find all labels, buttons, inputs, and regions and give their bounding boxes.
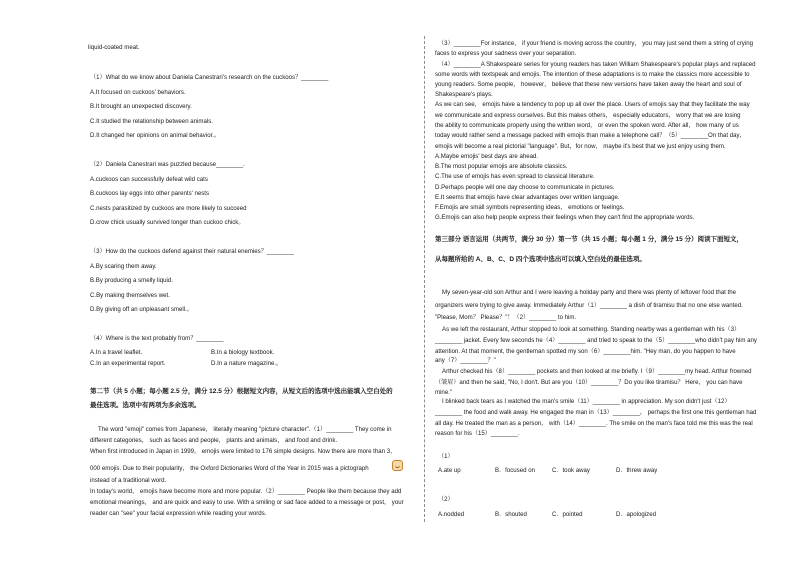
smiley-emoji-icon xyxy=(392,460,403,471)
cloze-line-14: reason for his（15）________. xyxy=(435,430,520,437)
cq2-option-d: D．apologized xyxy=(616,511,656,518)
passage-line-8: reader can "see" your facial expression while reading your words. xyxy=(90,510,267,517)
section3-heading-line1: 第三部分 语言运用（共两节，满分 30 分）第一节（共 15 小题；每小题 1 分，满分 15 分）阅读下面短文， xyxy=(435,236,744,243)
passage-line-5: instead of a traditional word. xyxy=(90,477,167,484)
right-passage-line-1: （3）________For instance， if your friend is moving across the country， you may just send them a string of crying xyxy=(438,40,753,47)
q2-option-d: D.crow chick usually survived longer than cuckoo chick。 xyxy=(90,219,245,226)
right-passage-line-4: some words with textspeak and emojis. The intention of these adaptations is to make the classics more accessible to xyxy=(435,71,750,78)
q2-stem: （2）Daniela Canestrari was puzzled because________. xyxy=(90,161,245,168)
cloze-line-12: ________ the food and walk away. He engaged the man in（13）________， perhaps the first one this gentleman had xyxy=(435,409,757,416)
passage-line-2: different categories， such as faces and people， plants and animals， and food and drink. xyxy=(90,437,338,444)
cloze-line-3: "Please, Mom？ Please？"！（2）________ to him. xyxy=(435,314,577,321)
choice-d: D.Perhaps people will one day choose to communicate in pictures. xyxy=(435,184,615,191)
cloze-line-10: mine." xyxy=(435,389,453,396)
passage-line-6: In today's world， emojis have become more and more popular.（2）________ People like them because they add xyxy=(90,488,402,495)
q2-option-a: A.cuckoos can successfully defeat wild cats xyxy=(90,176,208,183)
cq1-option-b: B．focused on xyxy=(495,467,535,474)
cq1-number: （1） xyxy=(438,453,454,460)
right-passage-line-2: faces to express your sadness over your separation. xyxy=(435,50,577,57)
q1-option-c: C.It studied the relationship between animals. xyxy=(90,118,213,125)
right-passage-line-10: today would rather send a message packed with emojis than make a telephone call？（5）________On that day， xyxy=(435,132,746,139)
passage-line-1: The word "emoji" comes from Japanese， literally meaning "picture character".（1）________ They come in xyxy=(98,426,392,433)
cloze-line-13: all day. He treated the man as a person， with（14）________. The smile on the man's face told me this was the real xyxy=(435,420,753,427)
cq1-option-a: A.ate up xyxy=(438,467,461,474)
cloze-line-6: attention. At that moment, the gentleman spotted my son（6）________him. "Hey man, do you happen to have xyxy=(435,348,736,355)
cloze-line-1: My seven-year-old son Arthur and I were leaving a holiday party and there was plenty of leftover food that the xyxy=(442,289,737,296)
q4-option-a: A.In a travel leaflet. xyxy=(90,349,143,356)
cq2-option-a: A.nodded xyxy=(438,511,465,518)
right-passage-line-7: As we can see， emojis have a tendency to pop up all over the place. Users of emojis say that they facilitate the way xyxy=(435,101,750,108)
section3-heading-line2: 从每题所给的 A、B、C、D 四个选项中选出可以填入空白处的最佳选项。 xyxy=(435,256,646,263)
q2-option-c: C.nests parasitized by cuckoos are more likely to succeed xyxy=(90,205,247,212)
q1-option-b: B.It brought an unexpected discovery. xyxy=(90,103,192,110)
q3-option-d: D.By giving off an unpleasant smell.。 xyxy=(90,306,193,313)
q3-stem: （3）How do the cuckoos defend against their natural enemies？________ xyxy=(90,248,294,255)
q4-option-d: D.In a nature magazine.。 xyxy=(211,360,283,367)
cq1-option-d: D．threw away xyxy=(616,467,658,474)
cloze-line-7: any（7）________？" xyxy=(435,357,496,364)
right-passage-line-11: emojis will become a real pictorial "language". But，for now， maybe it's best that we just enjoy using them. xyxy=(435,143,726,150)
right-passage-line-8: we communicate and express ourselves. But this makes others， especially educators， worry that we are losing xyxy=(435,112,741,119)
right-passage-line-3: （4）________A Shakespeare series for young readers has taken William Shakespeare's popular plays and replaced xyxy=(438,61,756,68)
cloze-line-11: I blinked back tears as I watched the man's smile（11）________ in appreciation. My son didn't just（12） xyxy=(442,398,731,405)
q2-option-b: B.cuckoos lay eggs into other parents' nests xyxy=(90,190,210,197)
q1-option-a: A.It focused on cuckoos' behaviors. xyxy=(90,89,186,96)
choice-g: G.Emojis can also help people express their feelings when they can't find the appropriate words. xyxy=(435,214,695,221)
right-passage-line-9: the ability to communicate properly using the written word， or even the spoken word. After all， how many of us xyxy=(435,122,739,129)
passage-line-4: 000 emojis. Due to their popularity， the Oxford Dictionaries Word of the Year in 2015 was a pictograph xyxy=(90,465,369,472)
cq2-option-b: B．shouted xyxy=(495,511,527,518)
choice-f: F.Emojis are small symbols representing ideas， emotions or feelings. xyxy=(435,204,625,211)
passage-line-3: When first introduced in Japan in 1999， emojis were limited to 176 simple designs. Now there are more than 3， xyxy=(90,448,397,455)
cq2-number: （2） xyxy=(438,496,454,503)
q3-option-b: B.By producing a smelly liquid. xyxy=(90,277,173,284)
choice-c: C.The use of emojis has even spread to classical literature. xyxy=(435,173,595,180)
cq2-option-c: C．pointed xyxy=(552,511,583,518)
section2-heading-line1: 第二节（共 5 小题；每小题 2.5 分，满分 12.5 分）根据短文内容，从短文后的选项中选出能填入空白处的 xyxy=(90,388,393,395)
cloze-line-8: Arthur checked his（8）________ pockets and then looked at me briefly. I（9）________my head. Arthur frowned xyxy=(442,368,752,375)
right-passage-line-5: young readers. Some people， however， believe that these new versions have taken away the heart and soul of xyxy=(435,81,742,88)
passage-line-7: emotional meanings， and are quick and easy to use. With a smiling or sad face added to a message or post， your xyxy=(90,499,404,506)
q4-option-c: C.In an experimental report. xyxy=(90,360,166,367)
q4-option-b: B.In a biology textbook. xyxy=(211,349,275,356)
right-passage-line-6: Shakespeare's plays. xyxy=(435,91,493,98)
cloze-line-2: organizers were trying to give away. Immediately Arthur（1）________ a dish of tiramisu that no one else wanted. xyxy=(435,302,743,309)
top-line: liquid-coated meat. xyxy=(88,44,140,51)
q3-option-c: C.By making themselves wet. xyxy=(90,292,170,299)
cloze-line-5: ________ jacket. Every few seconds he（4）________ and tried to speak to the（5）________who didn't pay him any xyxy=(435,337,757,344)
cq1-option-c: C．took away xyxy=(552,467,590,474)
q4-stem: （4）Where is the text probably from？________ xyxy=(90,335,224,342)
q1-option-d: D.It changed her opinions on animal behavior.。 xyxy=(90,132,221,139)
section2-heading-line2: 最佳选项。选项中有两项为多余选项。 xyxy=(90,402,201,409)
choice-e: E.It seems that emojis have clear advantages over written language. xyxy=(435,194,620,201)
q1-stem: （1）What do we know about Daniela Canestrari's research on the cuckoos？________ xyxy=(90,74,329,81)
column-divider xyxy=(424,36,425,522)
cloze-line-9: （皱眉）and then he said, "No, I don't. But are you（10）________？Do you like tiramisu？ Here， you can have xyxy=(435,379,743,386)
q3-option-a: A.By scaring them away. xyxy=(90,263,157,270)
choice-a: A.Maybe emojis' best days are ahead. xyxy=(435,153,539,160)
cloze-line-4: As we left the restaurant, Arthur stopped to look at something. Standing nearby was a gentleman with his（3） xyxy=(442,326,741,333)
choice-b: B.The most popular emojis are absolute classics. xyxy=(435,163,568,170)
